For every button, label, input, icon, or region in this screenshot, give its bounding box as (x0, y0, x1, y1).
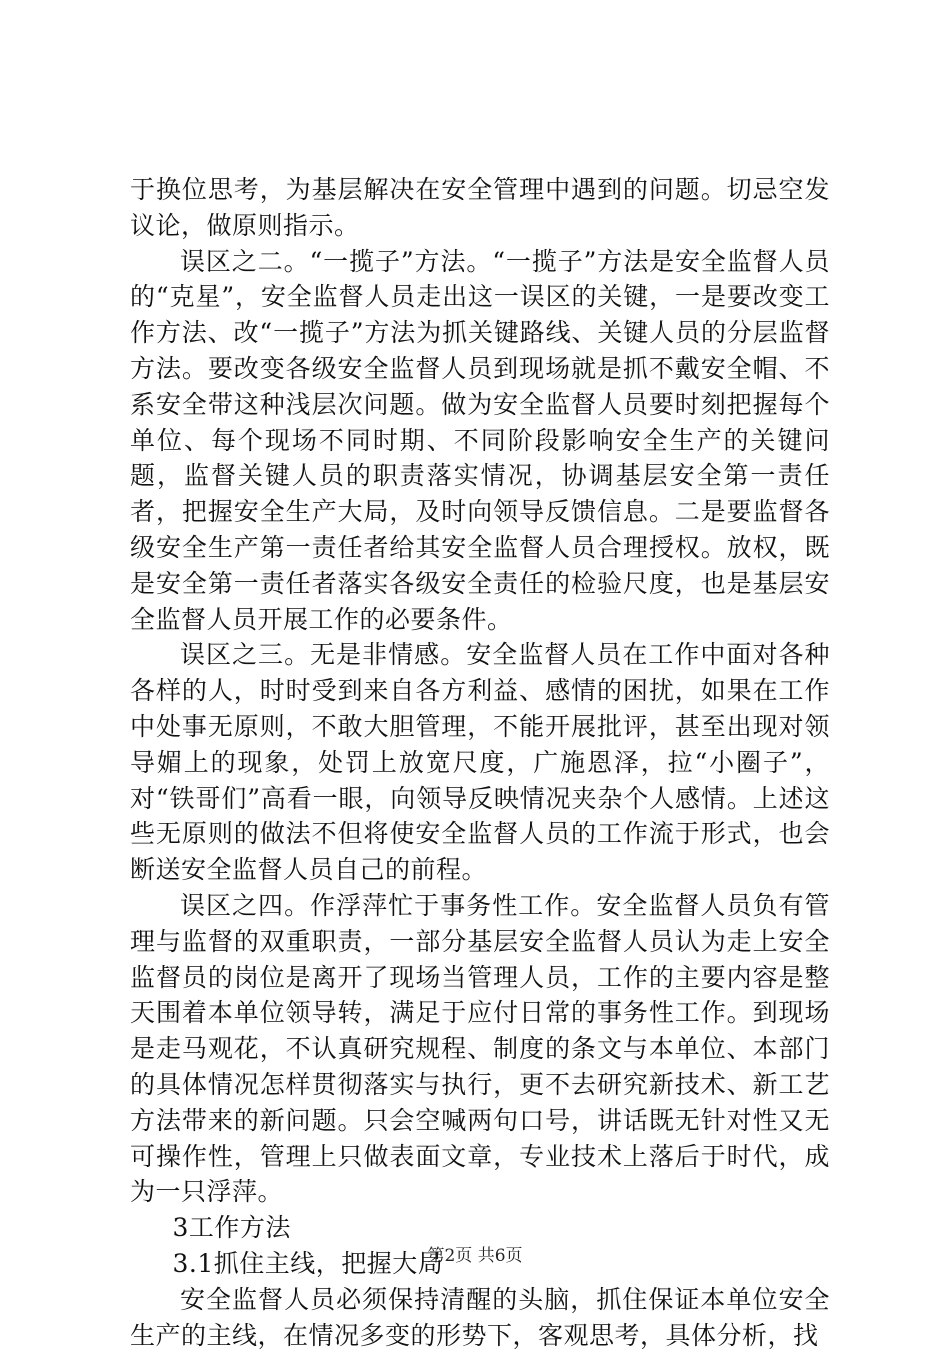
subsection-heading-main-line: 3.1抓住主线，把握大局 (172, 1248, 444, 1278)
section-heading-work-methods: 3工作方法 (172, 1213, 291, 1243)
paragraph-main-line: 安全监督人员必须保持清醒的头脑，抓住保证本单位安全生产的主线，在情况多变的形势下，客观思考，具体分析，找 (130, 1284, 830, 1350)
document-body (130, 172, 830, 1353)
paragraph-misconception-three: 误区之三。无是非情感。安全监督人员在工作中面对各种各样的人，时时受到来自各方利益、感情的困扰，如果在工作中处事无原则，不敢大胆管理，不能开展批评，甚至出现对领导媚上的现象，处罚上放宽尺度，广施恩泽，拉“小圈子”，对“铁哥们”高看一眼，向领导反映情况夹杂个人感情。上述这些无原则的做法不但将使安全监督人员的工作流于形式，也会断送安全监督人员自己的前程。 (130, 640, 830, 885)
paragraph-misconception-two: 误区之二。“一揽子”方法。“一揽子”方法是安全监督人员的“克星”，安全监督人员走出这一误区的关键，一是要改变工作方法、改“一揽子”方法为抓关键路线、关键人员的分层监督方法。要改变各级安全监督人员到现场就是抓不戴安全帽、不系安全带这种浅层次问题。做为安全监督人员要时刻把握每个单位、每个现场不同时期、不同阶段影响安全生产的关键问题，监督关键人员的职责落实情况，协调基层安全第一责任者，把握安全生产大局，及时向领导反馈信息。二是要监督各级安全生产第一责任者给其安全监督人员合理授权。放权，既是安全第一责任者落实各级安全责任的检验尺度，也是基层安全监督人员开展工作的必要条件。 (130, 246, 830, 634)
paragraph-continuation: 于换位思考，为基层解决在安全管理中遇到的问题。切忌空发议论，做原则指示。 (130, 175, 830, 240)
paragraph-misconception-four: 误区之四。作浮萍忙于事务性工作。安全监督人员负有管理与监督的双重职责，一部分基层安全监督人员认为走上安全监督员的岗位是离开了现场当管理人员，工作的主要内容是整天围着本单位领导转，满足于应付日常的事务性工作。到现场是走马观花，不认真研究规程、制度的条文与本单位、本部门的具体情况怎样贯彻落实与执行，更不去研究新技术、新工艺方法带来的新问题。只会空喊两句口号，讲话既无针对性又无可操作性，管理上只做表面文章，专业技术上落后于时代，成为一只浮萍。 (130, 890, 830, 1207)
page-footer: 第2页 共6页 (427, 1246, 523, 1266)
